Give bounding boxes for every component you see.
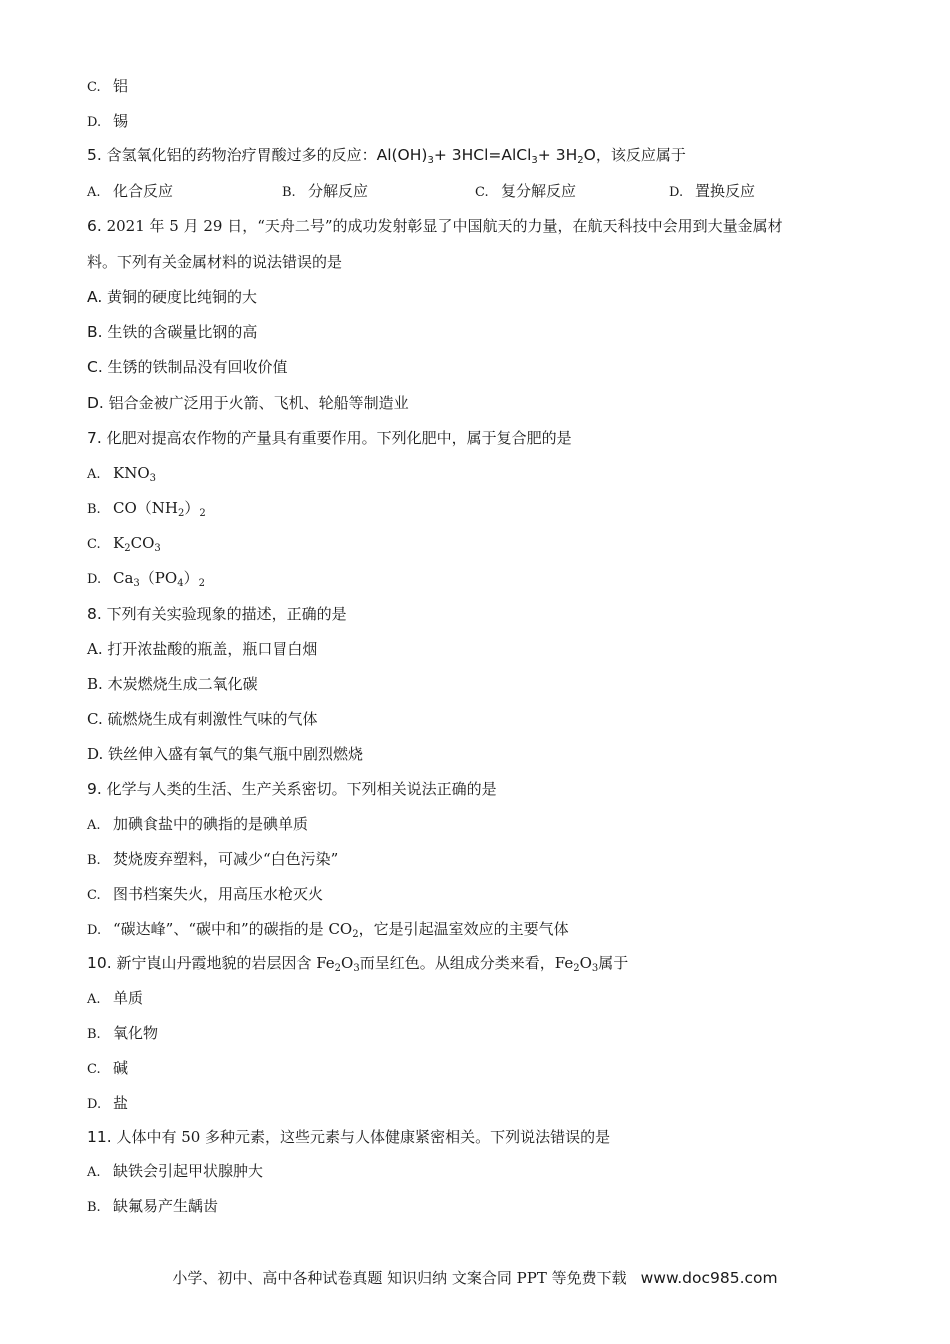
q10-option-c: C. 碱 bbox=[87, 1059, 129, 1077]
q5-stem: 5. 含氢氧化铝的药物治疗胃酸过多的反应：$Al(OH)_3+$ 3HCl=AlCl$_3$+ $3H_2O$，该反应属于 bbox=[87, 146, 686, 166]
q8-option-a: A. 打开浓盐酸的瓶盖，瓶口冒白烟 bbox=[87, 640, 318, 658]
q7-stem: 7. 化肥对提高农作物的产量具有重要作用。下列化肥中，属于复合肥的是 bbox=[87, 429, 572, 447]
question-number: 7. bbox=[87, 429, 102, 447]
footer-text: 小学、初中、高中各种试卷真题 知识归纳 文案合同 PPT 等免费下载 bbox=[172, 1269, 627, 1287]
q8-stem: 8. 下列有关实验现象的描述，正确的是 bbox=[87, 605, 347, 623]
footer-site-link[interactable]: www.doc985.com bbox=[640, 1269, 778, 1287]
q8-option-c: C. 硫燃烧生成有刺激性气味的气体 bbox=[87, 710, 318, 728]
q5-option-d: D. 置换反应 bbox=[669, 182, 756, 200]
q7-option-c: C. $K_2CO_3$ bbox=[87, 534, 161, 554]
q11-option-b: B. 缺氟易产生龋齿 bbox=[87, 1197, 219, 1215]
question-number: 8. bbox=[87, 605, 102, 623]
question-number: 11. bbox=[87, 1128, 112, 1146]
q7-option-d: D. $Ca_3(PO_4)_2$ bbox=[87, 569, 205, 589]
page-footer bbox=[0, 1267, 950, 1288]
question-number: 5. bbox=[87, 146, 102, 164]
q11-stem: 11. 人体中有 50 多种元素，这些元素与人体健康紧密相关。下列说法错误的是 bbox=[87, 1128, 611, 1146]
q9-option-a: A. 加碘食盐中的碘指的是碘单质 bbox=[87, 815, 309, 833]
q10-option-b: B. 氧化物 bbox=[87, 1024, 159, 1042]
q6-option-c: C. 生锈的铁制品没有回收价值 bbox=[87, 358, 288, 376]
q6-stem-continued: 料。下列有关金属材料的说法错误的是 bbox=[87, 253, 343, 271]
q4-option-d: D. 锡 bbox=[87, 112, 129, 130]
question-number: 10. bbox=[87, 954, 112, 972]
q7-option-b: B. $CO(NH_2)_2$ bbox=[87, 499, 206, 519]
q5-formula: $Al(OH)_3+$ 3HCl=AlCl$_3$+ $3H_2O$ bbox=[376, 146, 596, 166]
question-number: 6. bbox=[87, 217, 102, 235]
q9-option-b: B. 焚烧废弃塑料，可减少“白色污染” bbox=[87, 850, 339, 868]
q10-option-d: D. 盐 bbox=[87, 1094, 129, 1112]
q7-option-a: A. $KNO_3$ bbox=[87, 464, 157, 484]
q4-option-c: C. 铝 bbox=[87, 77, 129, 95]
q11-option-a: A. 缺铁会引起甲状腺肿大 bbox=[87, 1162, 264, 1180]
q10-option-a: A. 单质 bbox=[87, 989, 144, 1007]
q5-option-b: B. 分解反应 bbox=[282, 182, 369, 200]
q8-option-d: D. 铁丝伸入盛有氧气的集气瓶中剧烈燃烧 bbox=[87, 745, 364, 763]
q8-option-b: B. 木炭燃烧生成二氧化碳 bbox=[87, 675, 258, 693]
q6-option-b: B. 生铁的含碳量比钢的高 bbox=[87, 323, 258, 341]
q9-option-d: D. “碳达峰”、“碳中和”的碳指的是 $CO_2$，它是引起温室效应的主要气体 bbox=[87, 920, 569, 940]
question-number: 9. bbox=[87, 780, 102, 798]
q9-stem: 9. 化学与人类的生活、生产关系密切。下列相关说法正确的是 bbox=[87, 780, 497, 798]
q6-stem: 6. 2021 年 5 月 29 日，“天舟二号”的成功发射彰显了中国航天的力量，在航天科技中会用到大量金属材 bbox=[87, 217, 783, 235]
q6-option-d: D. 铝合金被广泛用于火箭、飞机、轮船等制造业 bbox=[87, 394, 409, 412]
q6-option-a: A. 黄铜的硬度比纯铜的大 bbox=[87, 288, 258, 306]
q5-option-a: A. 化合反应 bbox=[87, 182, 174, 200]
q9-option-c: C. 图书档案失火，用高压水枪灭火 bbox=[87, 885, 324, 903]
q10-stem: 10. 新宁崀山丹霞地貌的岩层因含 $Fe_2O_3$而呈红色。从组成分类来看，$Fe_2O_3$属于 bbox=[87, 954, 629, 974]
q5-option-c: C. 复分解反应 bbox=[475, 182, 577, 200]
